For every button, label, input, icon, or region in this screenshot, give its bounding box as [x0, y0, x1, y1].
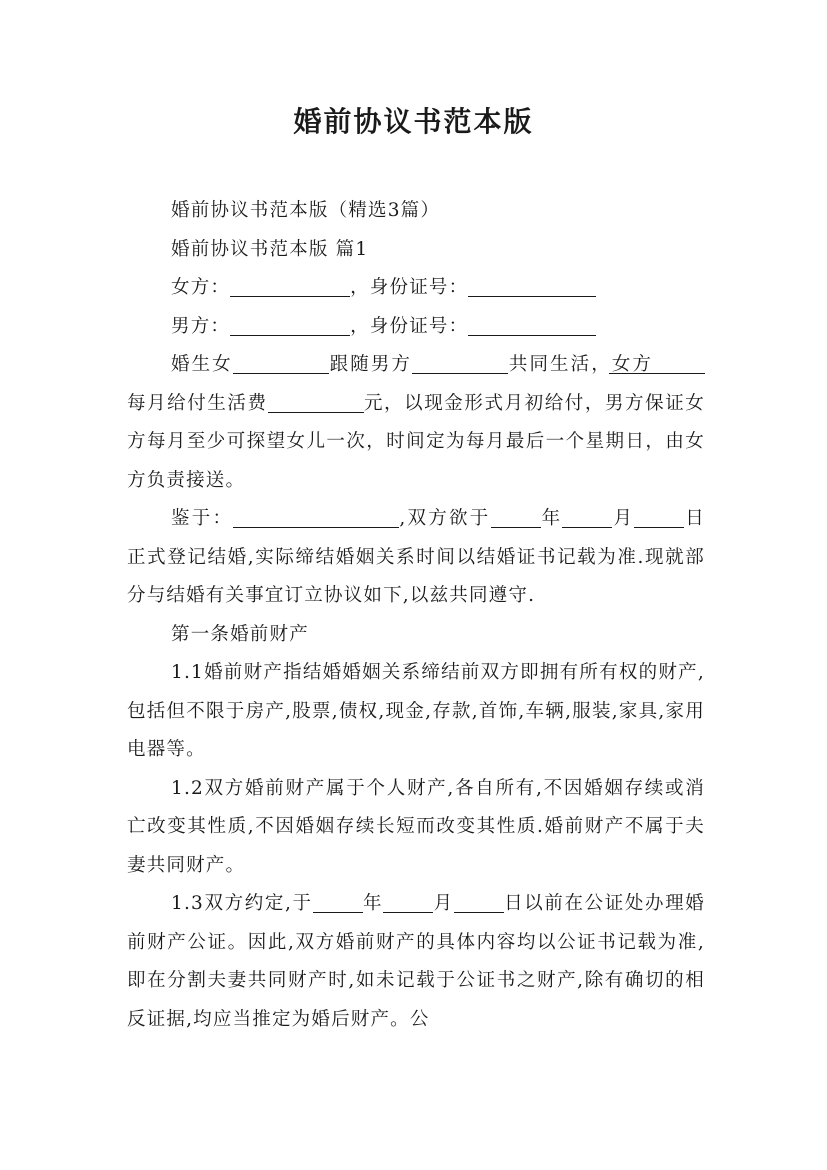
document-subtitle: 婚前协议书范本版（精选3篇） [171, 200, 441, 221]
daughter-name-blank [233, 351, 329, 374]
custody-paragraph [127, 346, 705, 500]
male-id-blank [468, 313, 596, 336]
clause-1-1: 1.1婚前财产指结婚婚姻关系缔结前双方即拥有所有权的财产,包括但不限于房产,股票,债权,现金,存款,首饰,车辆,服装,家具,家用电器等。 [127, 662, 705, 760]
female-label: 女方： [171, 277, 231, 298]
male-name-blank [230, 313, 350, 336]
year-blank [491, 505, 541, 528]
notary-month-label: 月 [433, 893, 454, 914]
female-id-blank [468, 274, 596, 297]
notary-year-label: 年 [362, 893, 384, 914]
whereas-text-5: 日正式登记结婚,实际缔结婚姻关系时间以结婚证书记载为准.现就部分与结婚有关事宜订立协议如下,以兹共同遵守. [127, 508, 706, 606]
month-blank [562, 505, 612, 528]
male-id-label: ，身份证号： [350, 315, 469, 337]
notary-year-blank [313, 890, 363, 913]
female-party-blank [609, 351, 705, 374]
whereas-month-label: 月 [612, 508, 635, 529]
document-body [127, 192, 705, 1039]
whereas-paragraph [127, 500, 705, 616]
clause-1-3 [127, 885, 705, 1039]
whereas-blank [233, 505, 399, 528]
custody-text-4: 每月给付生活费 [127, 392, 268, 414]
clause-1-3-text-4: 日以前在公证处办理婚前财产公证。因此,双方婚前财产的具体内容均以公证书记载为准,即在分割夫妻共同财产时,如未记载于公证书之财产,除有确切的相反证据,均应当推定为婚后财产。公 [127, 893, 705, 1030]
custody-text-1: 婚生女 [171, 354, 233, 375]
female-name-blank [230, 274, 350, 297]
whereas-text-1: 鉴于： [171, 508, 234, 529]
female-party-line [127, 269, 705, 308]
custody-text-5: 元，以现金形式月初给付，男方保证女方每月至少可探望女儿一次，时间定为每月最后一个星期日，由女方负责接送。 [127, 392, 706, 491]
document-title: 婚前协议书范本版 [293, 105, 534, 138]
male-party-line [127, 308, 705, 347]
clause-1-2: 1.2双方婚前财产属于个人财产,各自所有,不因婚姻存续或消亡改变其性质,不因婚姻存续长短而改变其性质.婚前财产不属于夫妻共同财产。 [127, 777, 705, 876]
whereas-text-2: ,双方欲于 [399, 508, 491, 529]
day-blank [634, 505, 684, 528]
notary-month-blank [383, 890, 433, 913]
whereas-year-label: 年 [540, 508, 563, 529]
custody-text-2: 跟随男方 [328, 354, 412, 375]
male-party-blank [412, 351, 508, 374]
custody-text-3: 共同生活，女方 [508, 354, 653, 375]
article-1-heading: 第一条婚前财产 [171, 623, 309, 645]
male-label: 男方： [171, 315, 231, 337]
amount-blank [268, 390, 364, 413]
female-id-label: ，身份证号： [350, 277, 469, 298]
section-heading: 婚前协议书范本版 篇1 [171, 238, 369, 260]
clause-1-3-text-1: 1.3双方约定,于 [171, 893, 313, 914]
notary-day-blank [454, 890, 504, 913]
